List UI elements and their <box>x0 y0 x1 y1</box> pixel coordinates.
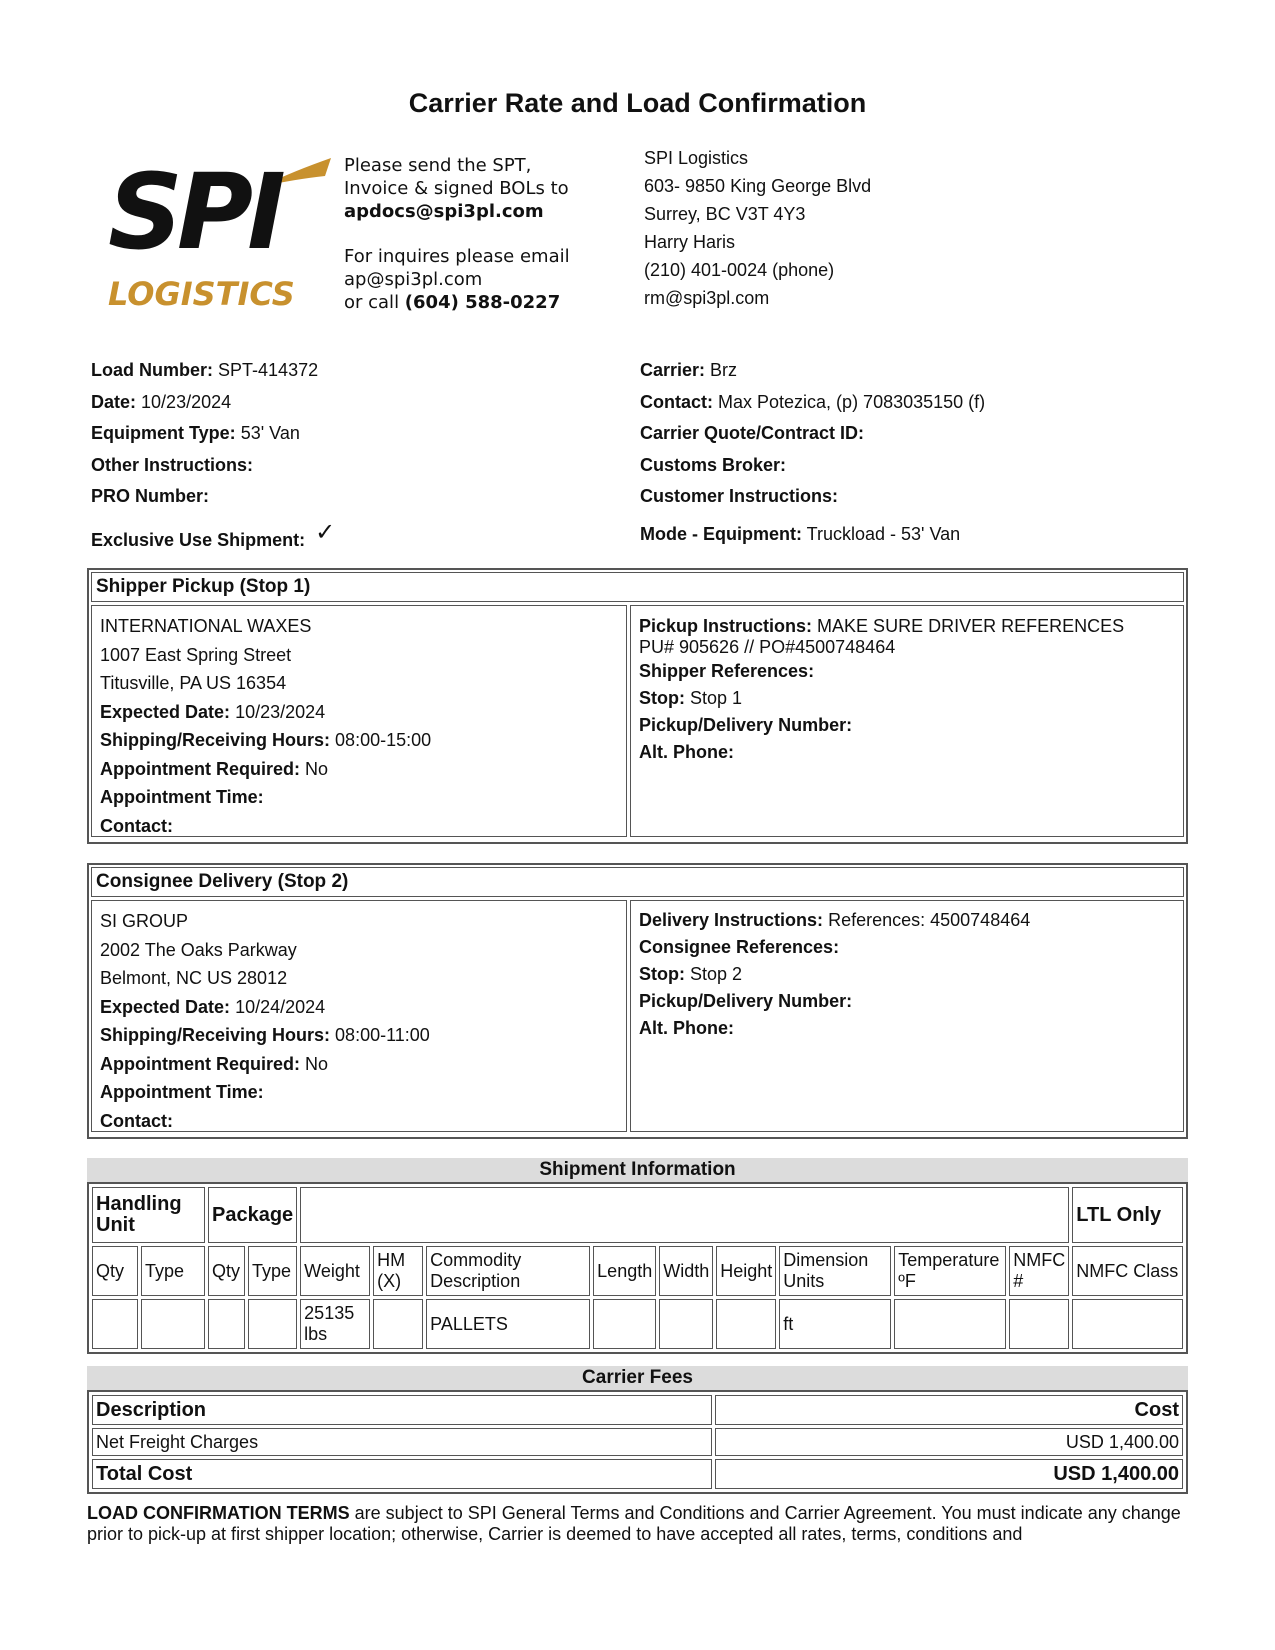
pickup-instructions: Pickup Instructions: MAKE SURE DRIVER REFERENCES PU# 905626 // PO#4500748464 Shipper References: Stop: Stop 1 Pickup/Delivery Number: Alt. Phone: <box>630 605 1184 837</box>
load-confirmation-terms: LOAD CONFIRMATION TERMS are subject to SPI General Terms and Conditions and Carrier Agreement. You must indicate any change prior to pick-up at first shipper location; otherwise, Carrier is deemed to have accepted all rates, terms, conditions and <box>87 1503 1181 1544</box>
delivery-address: SI GROUP 2002 The Oaks Parkway Belmont, NC US 28012 Expected Date: 10/24/2024 Shipping/Receiving Hours: 08:00-11:00 Appointment Required: No Appointment Time: Contact: <box>91 900 627 1132</box>
ap-phone: (604) 588-0227 <box>404 292 561 313</box>
ap-email-link[interactable]: ap@spi3pl.com <box>344 269 483 290</box>
carrier-fees-table <box>87 1390 1188 1494</box>
mode-equipment: Truckload - 53' Van <box>806 523 961 544</box>
checkmark-icon: ✓ <box>315 517 336 546</box>
column-header: Width <box>659 1246 713 1296</box>
table-cell <box>208 1299 245 1349</box>
document-instructions: Please send the SPT, Invoice & signed BOLs to apdocs@spi3pl.com For inquires please email ap@spi3pl.com or call (604) 588-0227 <box>344 155 570 313</box>
table-cell: ft <box>779 1299 891 1349</box>
package-header: Package <box>208 1187 297 1243</box>
company-address: SPI Logistics 603- 9850 King George Blvd Surrey, BC V3T 4Y3 Harry Haris (210) 401-0024 (phone) rm@spi3pl.com <box>644 144 871 312</box>
table-cell <box>141 1299 205 1349</box>
column-header: Commodity Description <box>426 1246 590 1296</box>
carrier-name: Brz <box>710 360 738 380</box>
company-email-link[interactable]: rm@spi3pl.com <box>644 288 770 308</box>
table-cell <box>716 1299 776 1349</box>
table-row <box>92 1299 1183 1349</box>
table-cell <box>659 1299 713 1349</box>
page-title: Carrier Rate and Load Confirmation <box>408 88 867 118</box>
table-cell: 25135 lbs <box>300 1299 370 1349</box>
fee-description: Net Freight Charges <box>92 1428 712 1456</box>
total-cost-label: Total Cost <box>92 1459 712 1489</box>
table-cell <box>1072 1299 1183 1349</box>
table-cell <box>92 1299 138 1349</box>
table-cell <box>1009 1299 1069 1349</box>
column-header: Weight <box>300 1246 370 1296</box>
ltl-only-header: LTL Only <box>1072 1187 1183 1243</box>
consignee-delivery-section <box>87 863 1188 1139</box>
spi-logo <box>108 150 323 320</box>
cost-header: Cost <box>715 1395 1183 1425</box>
shipment-table <box>87 1182 1188 1354</box>
load-details: Load Number: SPT-414372 Date: 10/23/2024 Equipment Type: 53' Van Other Instructions: PRO Number: Exclusive Use Shipment: ✓ <box>91 360 336 550</box>
equipment-type: 53' Van <box>240 423 300 443</box>
load-number: SPT-414372 <box>218 360 319 380</box>
column-header: Type <box>248 1246 297 1296</box>
table-row <box>92 1459 1183 1489</box>
apdocs-email-link[interactable]: apdocs@spi3pl.com <box>344 201 544 222</box>
column-header: NMFC # <box>1009 1246 1069 1296</box>
shipment-heading: Shipment Information <box>87 1158 1188 1182</box>
column-header: Qty <box>208 1246 245 1296</box>
delivery-instructions: Delivery Instructions: References: 4500748464 Consignee References: Stop: Stop 2 Pickup/Delivery Number: Alt. Phone: <box>630 900 1184 1132</box>
table-cell <box>248 1299 297 1349</box>
table-row <box>92 1428 1183 1456</box>
delivery-heading: Consignee Delivery (Stop 2) <box>91 867 1184 897</box>
total-cost-value: USD 1,400.00 <box>715 1459 1183 1489</box>
column-header: Type <box>141 1246 205 1296</box>
column-header: Dimension Units <box>779 1246 891 1296</box>
table-cell <box>593 1299 656 1349</box>
handling-unit-header: Handling Unit <box>92 1187 205 1243</box>
column-header: Temperature ºF <box>894 1246 1006 1296</box>
fee-cost: USD 1,400.00 <box>715 1428 1183 1456</box>
pickup-heading: Shipper Pickup (Stop 1) <box>91 572 1184 602</box>
carrier-details: Carrier: Brz Contact: Max Potezica, (p) 7083035150 (f) Carrier Quote/Contract ID: Customs Broker: Customer Instructions: Mode - Equipment: Truckload - 53' Van <box>640 360 986 544</box>
logo-subtitle: LOGISTICS <box>108 275 295 313</box>
shipper-pickup-section <box>87 568 1188 844</box>
description-header: Description <box>92 1395 712 1425</box>
column-header: Length <box>593 1246 656 1296</box>
load-date: 10/23/2024 <box>141 391 232 412</box>
carrier-fees-heading: Carrier Fees <box>87 1366 1188 1390</box>
column-header: Height <box>716 1246 776 1296</box>
pickup-address: INTERNATIONAL WAXES 1007 East Spring Street Titusville, PA US 16354 Expected Date: 10/23/2024 Shipping/Receiving Hours: 08:00-15:00 Appointment Required: No Appointment Time: Contact: <box>91 605 627 837</box>
table-cell: PALLETS <box>426 1299 590 1349</box>
column-header: HM (X) <box>373 1246 423 1296</box>
logo-wordmark: SPI <box>108 151 280 273</box>
table-cell <box>894 1299 1006 1349</box>
column-header: NMFC Class <box>1072 1246 1183 1296</box>
carrier-contact: Max Potezica, (p) 7083035150 (f) <box>718 391 986 412</box>
table-cell <box>373 1299 423 1349</box>
column-header: Qty <box>92 1246 138 1296</box>
